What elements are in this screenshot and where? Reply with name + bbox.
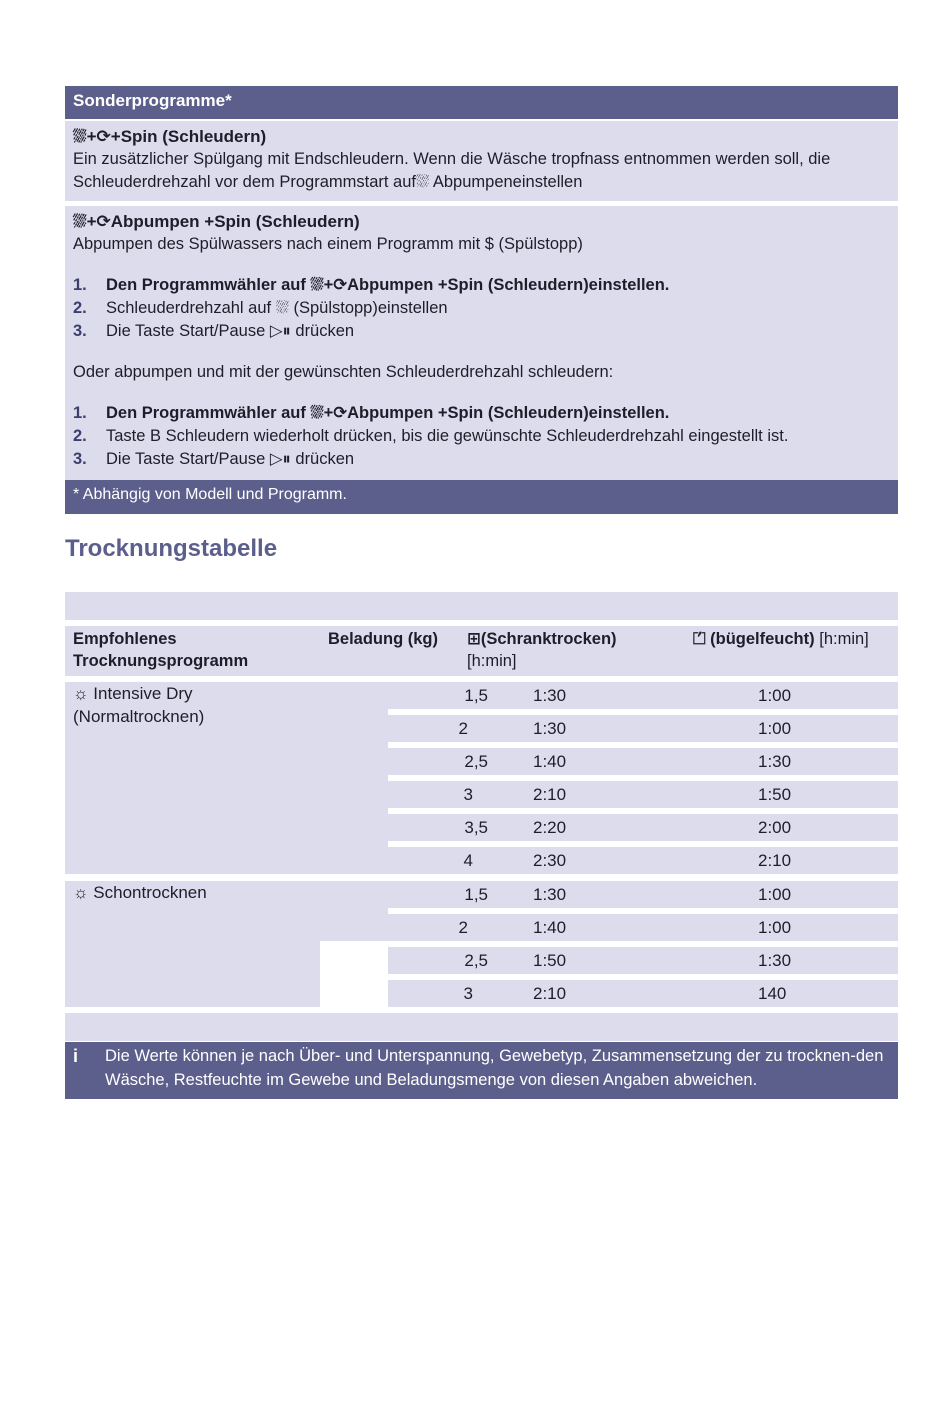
cell-load: 4 <box>463 851 473 870</box>
cell-cupboard: 2:30 <box>533 851 567 870</box>
table-bottom-band <box>65 1013 898 1041</box>
header-iron-unit: [h:min] <box>819 630 869 648</box>
drying-table <box>65 592 898 1040</box>
list-item: 3. Die Taste Start/Pause ▷⏸ drücken <box>73 322 355 340</box>
special-programs-footnote <box>65 480 898 514</box>
table-row <box>388 814 898 841</box>
program-drain-spin-panel <box>65 206 898 480</box>
table-top-band <box>65 592 898 620</box>
header-iron <box>693 628 898 650</box>
header-program: Empfohlenes Trocknungsprogramm <box>73 630 249 670</box>
program-cell-schontrocknen-lower <box>65 947 320 1007</box>
cell-iron: 1:00 <box>758 918 792 937</box>
cell-cupboard: 2:10 <box>533 984 567 1003</box>
cell-iron: 1:30 <box>758 752 792 771</box>
program-rinse-spin-panel <box>65 121 898 201</box>
cell-iron: 140 <box>758 984 787 1003</box>
table-row <box>388 748 898 775</box>
program-schontrocknen-name: ☼ Schontrocknen <box>73 883 207 902</box>
list-item: 2. Schleuderdrehzahl auf ⛆ (Spülstopp)einstellen <box>73 299 448 317</box>
cell-cupboard: 2:10 <box>533 785 567 804</box>
cell-cupboard: 1:30 <box>533 686 567 705</box>
header-cupboard-unit: [h:min] <box>467 652 517 670</box>
footnote-text: * Abhängig von Modell und Programm. <box>73 486 347 503</box>
cell-load: 2 <box>458 719 468 738</box>
table-row <box>388 682 898 709</box>
info-icon: i <box>73 1046 79 1066</box>
cell-load: 1,5 <box>464 885 488 904</box>
info-note <box>65 1042 898 1099</box>
cell-load: 2 <box>458 918 468 937</box>
program-rinse-spin-text: Ein zusätzlicher Spülgang mit Endschleudern. Wenn die Wäsche tropfnass entnommen werden soll, die Schleuderdrehzahl vor dem Programmstart auf⛆ Abpumpeneinstellen <box>73 150 831 191</box>
table-row <box>388 947 898 974</box>
special-programs-header <box>65 86 898 119</box>
table-row <box>388 715 898 742</box>
cell-cupboard: 1:30 <box>533 719 567 738</box>
table-row <box>388 781 898 808</box>
program-intensive-dry-name: ☼ Intensive Dry <box>73 684 193 703</box>
list-item: 3. Die Taste Start/Pause ▷⏸ drücken <box>73 450 355 468</box>
cell-cupboard: 2:20 <box>533 818 567 837</box>
table-header-row <box>65 626 898 676</box>
drying-table-title: Trocknungstabelle <box>65 535 278 562</box>
cell-iron: 1:00 <box>758 719 792 738</box>
list-item: 2. Taste B Schleudern wiederholt drücken, bis die gewünschte Schleuderdrehzahl eingestellt ist. <box>73 427 789 445</box>
program-cell-intensive-dry-extension <box>320 682 388 874</box>
cell-cupboard: 1:50 <box>533 951 567 970</box>
header-iron-label: ⏍ (bügelfeucht) <box>693 630 815 648</box>
cell-iron: 1:00 <box>758 885 792 904</box>
cell-iron: 1:00 <box>758 686 792 705</box>
list-item: 1. Den Programmwähler auf ⛆+⟳Abpumpen +Spin (Schleudern)einstellen. <box>73 276 670 294</box>
alternative-text: Oder abpumpen und mit der gewünschten Schleuderdrehzahl schleudern: <box>73 363 614 381</box>
cell-load: 3 <box>463 984 473 1003</box>
program-intensive-dry-sub: (Normaltrocknen) <box>73 707 205 726</box>
cell-iron: 1:30 <box>758 951 792 970</box>
table-row <box>388 881 898 908</box>
table-row <box>388 914 898 941</box>
cell-load: 3 <box>463 785 473 804</box>
table-row <box>388 980 898 1007</box>
cell-load: 2,5 <box>464 951 488 970</box>
special-programs-title: Sonderprogramme* <box>73 91 232 110</box>
cell-cupboard: 1:30 <box>533 885 567 904</box>
cell-load: 3,5 <box>464 818 488 837</box>
program-cell-intensive-dry <box>65 682 320 874</box>
steps-list-1 <box>73 274 890 343</box>
cell-iron: 2:10 <box>758 851 792 870</box>
steps-list-2 <box>73 402 890 471</box>
info-text: Die Werte können je nach Über- und Unterspannung, Gewebetyp, Zusammensetzung der zu trocknen-den Wäsche, Restfeuchte im Gewebe und Beladungsmenge von diesen Angaben abweichen. <box>105 1047 884 1089</box>
cell-load: 2,5 <box>464 752 488 771</box>
program-rinse-spin-title: ⛆+⟳+Spin (Schleudern) <box>73 127 267 146</box>
program-cell-schontrocknen-extension <box>320 881 388 941</box>
list-item: 1. Den Programmwähler auf ⛆+⟳Abpumpen +Spin (Schleudern)einstellen. <box>73 404 670 422</box>
program-drain-spin-intro: Abpumpen des Spülwassers nach einem Programm mit $ (Spülstopp) <box>73 235 583 253</box>
cell-iron: 1:50 <box>758 785 792 804</box>
cell-cupboard: 1:40 <box>533 752 567 771</box>
header-load: Beladung (kg) <box>328 630 438 648</box>
cell-iron: 2:00 <box>758 818 792 837</box>
table-row <box>388 847 898 874</box>
cell-cupboard: 1:40 <box>533 918 567 937</box>
header-cupboard <box>467 628 677 672</box>
header-cupboard-label: ⊞(Schranktrocken) <box>467 630 617 648</box>
program-drain-spin-title: ⛆+⟳Abpumpen +Spin (Schleudern) <box>73 212 360 231</box>
cell-load: 1,5 <box>464 686 488 705</box>
